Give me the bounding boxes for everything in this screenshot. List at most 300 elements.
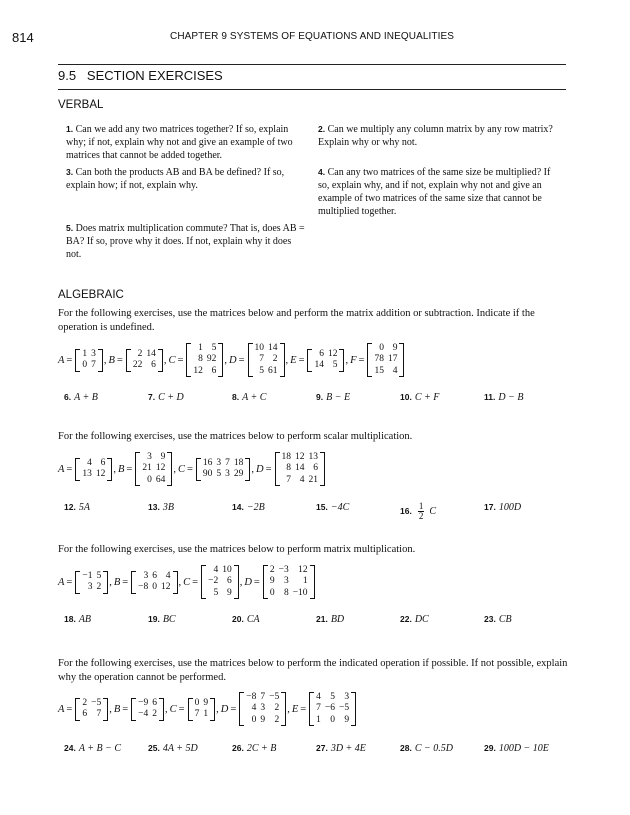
exercise-number: 10. <box>400 392 412 402</box>
exercise-24 <box>64 743 121 754</box>
matrix-cell: 64 <box>155 474 166 485</box>
matrix-cell: 12 <box>298 564 308 575</box>
matrix-cell: 7 <box>96 709 102 719</box>
exercise-number: 28. <box>400 743 412 753</box>
equals-sign: = <box>300 703 307 715</box>
matrix-cell: 6 <box>151 360 156 370</box>
exercise-3 <box>66 166 306 192</box>
exercise-number: 18. <box>64 614 76 624</box>
matrix-cell: 5 <box>259 365 265 376</box>
matrix-cell: 2 <box>269 564 275 575</box>
exercise-number: 24. <box>64 743 76 753</box>
matrix-cell: 2 <box>274 714 280 725</box>
matrix-cell: 7 <box>259 354 265 365</box>
matrix-cell: 12 <box>155 463 166 474</box>
exercise-expression: CB <box>498 614 512 625</box>
matrix-cell: 1 <box>203 709 209 719</box>
matrix-cell: 12 <box>95 469 106 479</box>
matrix-cell: 14 <box>314 360 324 370</box>
matrix-cell: 5 <box>213 587 219 598</box>
matrix-cell: 12 <box>161 582 171 592</box>
matrix-set-4 <box>58 690 357 728</box>
matrix-cell: 0 <box>251 714 257 725</box>
exercise-8 <box>232 392 266 403</box>
matrix <box>186 343 223 378</box>
exercise-number: 17. <box>484 502 496 512</box>
matrix-cell: 4 <box>213 564 219 575</box>
matrix <box>131 571 177 594</box>
exercise-text: Can we add any two matrices together? If so, explain why; if not, explain why not and give an example of two matrices that cannot be added together. <box>66 124 293 161</box>
matrix-cell: 7 <box>316 703 321 714</box>
exercise-expression: B − E <box>326 392 351 403</box>
matrix-cell: 0 <box>379 342 384 353</box>
matrix <box>135 452 172 487</box>
matrix-cell: 12 <box>327 348 338 359</box>
comma: , <box>109 576 112 588</box>
comma: , <box>103 354 107 366</box>
matrix-cell: −3 <box>278 564 289 575</box>
matrix <box>75 571 108 594</box>
exercise-expression: C + D <box>158 392 184 403</box>
matrix-cell: 8 <box>283 587 289 598</box>
algebraic-heading: ALGEBRAIC <box>58 289 124 301</box>
exercise-number: 22. <box>400 614 412 624</box>
matrix-cell: 7 <box>260 691 266 702</box>
matrix <box>201 565 239 600</box>
section-title: 9.5 SECTION EXERCISES <box>58 68 223 83</box>
exercise-number: 21. <box>316 614 328 624</box>
matrix-cell: 29 <box>233 469 244 479</box>
matrix-cell: −1 <box>82 570 93 581</box>
matrix-label: F <box>350 354 357 366</box>
right-bracket <box>245 458 250 481</box>
equals-sign: = <box>253 576 260 588</box>
right-bracket <box>399 343 404 378</box>
exercise-expression: C + F <box>414 392 440 403</box>
matrix-cell: 3 <box>225 469 230 479</box>
matrix-cell: 4 <box>87 457 92 468</box>
matrix-cell: 7 <box>286 474 292 485</box>
exercise-number: 27. <box>316 743 328 753</box>
matrix-cell: 6 <box>313 463 319 474</box>
matrix-cell: −4 <box>138 709 149 719</box>
comma: , <box>287 703 290 715</box>
comma: , <box>285 354 289 366</box>
right-bracket <box>173 571 178 594</box>
matrix-cell: 3 <box>283 576 289 587</box>
matrix-cell: 3 <box>143 570 149 581</box>
exercise-15 <box>316 502 349 513</box>
matrix-cell: 5 <box>216 469 222 479</box>
matrix-cell: 22 <box>132 360 143 370</box>
exercise-29 <box>484 743 549 754</box>
matrix-set-3 <box>58 563 316 601</box>
page-number: 814 <box>12 30 34 45</box>
exercise-text: Can we multiply any column matrix by any row matrix? Explain why or why not. <box>318 124 553 148</box>
matrix-cell: 0 <box>147 474 152 485</box>
exercise-expression: C − 0.5D <box>414 743 453 754</box>
matrix-cell: 5 <box>96 570 102 581</box>
matrix-cell: 12 <box>295 451 305 462</box>
matrix-label: B <box>108 354 115 366</box>
right-bracket <box>158 349 163 372</box>
matrix-label: D <box>229 354 237 366</box>
matrix-cell: −10 <box>292 587 308 598</box>
matrix-cell: 5 <box>332 360 338 370</box>
exercise-4 <box>318 166 558 218</box>
exercise-text: Does matrix multiplication commute? That is, does AB = BA? If so, prove why it does. If not, explain why it does not. <box>66 223 305 260</box>
matrix <box>75 698 108 721</box>
matrix-cell: 10 <box>254 342 265 353</box>
exercise-text: Can both the products AB and BA be defined? If so, explain how; if not, explain why. <box>66 167 285 191</box>
exercise-expression: 2C + B <box>246 743 277 754</box>
exercise-number: 1. <box>66 124 74 134</box>
exercise-expression: BD <box>330 614 345 625</box>
matrix-cell: 14 <box>295 463 305 474</box>
matrix-cell: 3 <box>147 451 152 462</box>
right-bracket <box>351 692 356 727</box>
matrix-cell: −8 <box>246 691 257 702</box>
exercise-25 <box>148 743 198 754</box>
matrix-cell: 2 <box>82 697 88 708</box>
exercise-9 <box>316 392 350 403</box>
exercise-text: Can any two matrices of the same size be multiplied? If so, explain why, and if not, explain why not and give an example of two matrices of the same size that cannot be multiplied together. <box>318 167 551 217</box>
matrix-label: A <box>58 463 65 475</box>
exercise-expression: BC <box>162 614 176 625</box>
equals-sign: = <box>265 463 272 475</box>
matrix-cell: 0 <box>194 697 200 708</box>
equals-sign: = <box>192 576 199 588</box>
exercise-16 <box>400 502 436 521</box>
exercise-expression: 4A + 5D <box>162 743 198 754</box>
matrix-cell: 7 <box>194 709 200 719</box>
exercise-number: 5. <box>66 223 74 233</box>
exercise-number: 12. <box>64 502 76 512</box>
matrix-cell: 9 <box>160 451 166 462</box>
matrix <box>309 692 356 727</box>
instructions-addition: For the following exercises, use the matrices below and perform the matrix addition or subtraction. Indicate if the operation is undefined. <box>58 308 535 333</box>
exercise-21 <box>316 614 344 625</box>
exercise-12 <box>64 502 90 513</box>
equals-sign: = <box>238 354 245 366</box>
matrix-label: A <box>58 576 65 588</box>
matrix-cell: 8 <box>286 463 292 474</box>
matrix-cell: 3 <box>91 348 96 359</box>
matrix-set-1 <box>58 341 405 379</box>
right-bracket <box>339 349 344 372</box>
instructions-multiplication: For the following exercises, use the matrices below to perform matrix multiplication. <box>58 544 416 555</box>
matrix-cell: 9 <box>269 576 275 587</box>
exercise-number: 19. <box>148 614 160 624</box>
matrix-cell: 21 <box>308 474 319 485</box>
matrix <box>239 692 286 727</box>
chapter-prefix: CHAPTER 9 <box>170 31 228 42</box>
exercise-expression: A + B <box>74 392 98 403</box>
equals-sign: = <box>116 354 123 366</box>
matrix-cell: 3 <box>87 582 93 592</box>
matrix-cell: 5 <box>330 691 336 702</box>
comma: , <box>113 463 116 475</box>
exercise-expression: −2B <box>246 502 265 513</box>
matrix-cell: 4 <box>392 365 398 376</box>
matrix-label: C <box>183 576 191 588</box>
matrix-cell: 92 <box>206 354 217 365</box>
exercise-expression: 3D + 4E <box>330 743 366 754</box>
matrix-cell: 2 <box>274 703 280 714</box>
comma: , <box>109 703 112 715</box>
matrix-label: C <box>169 703 177 715</box>
matrix-label: B <box>113 703 121 715</box>
equals-sign: = <box>298 354 305 366</box>
exercise-11 <box>484 392 523 403</box>
matrix-cell: 2 <box>137 348 143 359</box>
exercise-number: 26. <box>232 743 244 753</box>
matrix-cell: 2 <box>152 709 158 719</box>
matrix-cell: 21 <box>142 463 152 474</box>
matrix-cell: 6 <box>226 576 232 587</box>
exercise-28 <box>400 743 453 754</box>
exercise-expression: A + C <box>242 392 267 403</box>
exercise-19 <box>148 614 176 625</box>
right-bracket <box>280 343 285 378</box>
exercise-number: 4. <box>318 167 326 177</box>
right-bracket <box>320 452 325 487</box>
matrix-cell: 3 <box>260 703 266 714</box>
exercise-23 <box>484 614 512 625</box>
exercise-number: 20. <box>232 614 244 624</box>
matrix-cell: 0 <box>269 587 275 598</box>
chapter-title: SYSTEMS OF EQUATIONS AND INEQUALITIES <box>229 31 455 42</box>
matrix-cell: 3 <box>216 457 222 468</box>
chapter-header <box>170 31 454 42</box>
exercise-22 <box>400 614 429 625</box>
exercise-6 <box>64 392 98 403</box>
exercise-number: 13. <box>148 502 160 512</box>
right-bracket <box>103 698 108 721</box>
matrix-cell: 4 <box>316 691 321 702</box>
right-bracket <box>218 343 223 378</box>
exercise-1 <box>66 123 306 162</box>
matrix <box>75 458 112 481</box>
matrix-cell: 16 <box>202 457 213 468</box>
exercise-number: 3. <box>66 167 74 177</box>
matrix-cell: 13 <box>82 469 92 479</box>
matrix-cell: 0 <box>330 714 336 725</box>
exercise-13 <box>148 502 174 513</box>
matrix-cell: −8 <box>138 582 149 592</box>
exercise-expression: 100D − 10E <box>498 743 549 754</box>
equals-sign: = <box>126 463 133 475</box>
exercise-expression: 3B <box>162 502 174 513</box>
right-bracket <box>167 452 172 487</box>
matrix-cell: 1 <box>82 348 88 359</box>
comma: , <box>216 703 219 715</box>
equals-sign: = <box>358 354 365 366</box>
matrix-cell: 7 <box>225 457 230 468</box>
exercise-27 <box>316 743 366 754</box>
right-bracket <box>210 698 215 721</box>
exercise-number: 2. <box>318 124 326 134</box>
exercise-5 <box>66 222 306 261</box>
matrix-cell: 1 <box>302 576 308 587</box>
matrix-cell: 12 <box>193 365 203 376</box>
matrix <box>307 349 344 372</box>
exercise-expression: A + B − C <box>78 743 122 754</box>
matrix-cell: 18 <box>233 457 244 468</box>
exercise-number: 15. <box>316 502 328 512</box>
matrix-cell: 7 <box>91 360 96 370</box>
exercise-17 <box>484 502 521 513</box>
matrix-cell: 5 <box>211 342 217 353</box>
matrix-cell: 10 <box>222 564 232 575</box>
instructions-scalar: For the following exercises, use the matrices below to perform scalar multiplication. <box>58 431 413 442</box>
matrix-label: E <box>291 703 299 715</box>
exercise-number: 11. <box>484 392 496 402</box>
exercise-expression: C <box>429 505 436 517</box>
matrix-cell: 6 <box>100 457 106 468</box>
matrix <box>131 698 164 721</box>
comma: , <box>178 576 182 588</box>
exercise-number: 14. <box>232 502 244 512</box>
matrix-cell: 2 <box>272 354 278 365</box>
matrix-cell: −2 <box>208 576 219 587</box>
equals-sign: = <box>230 703 237 715</box>
matrix-cell: 4 <box>251 703 257 714</box>
matrix <box>263 565 315 600</box>
comma: , <box>251 463 254 475</box>
exercise-expression: D − B <box>498 392 524 403</box>
matrix-cell: −5 <box>269 691 280 702</box>
matrix-cell: 9 <box>344 714 350 725</box>
exercise-expression: 100D <box>498 502 522 513</box>
comma: , <box>345 354 349 366</box>
matrix-cell: 8 <box>198 354 203 365</box>
matrix-label: D <box>220 703 229 715</box>
equals-sign: = <box>122 576 129 588</box>
matrix-set-2 <box>58 450 326 488</box>
equals-sign: = <box>122 703 129 715</box>
matrix <box>275 452 326 487</box>
matrix <box>188 698 216 721</box>
exercise-number: 23. <box>484 614 496 624</box>
matrix-label: D <box>256 463 264 475</box>
exercise-number: 25. <box>148 743 160 753</box>
matrix-cell: 6 <box>152 570 158 581</box>
exercise-number: 29. <box>484 743 496 753</box>
exercise-18 <box>64 614 91 625</box>
matrix <box>248 343 285 378</box>
matrix-cell: 4 <box>165 570 171 581</box>
equals-sign: = <box>177 354 184 366</box>
right-bracket <box>281 692 286 727</box>
comma: , <box>165 703 168 715</box>
verbal-heading: VERBAL <box>58 99 104 111</box>
matrix-label: A <box>58 354 65 366</box>
right-bracket <box>159 698 164 721</box>
matrix-cell: 1 <box>316 714 321 725</box>
matrix <box>126 349 163 372</box>
exercise-expression: 5A <box>78 502 90 513</box>
matrix-cell: −6 <box>324 703 336 714</box>
matrix <box>75 349 103 372</box>
exercise-expression: CA <box>246 614 260 625</box>
exercise-10 <box>400 392 439 403</box>
exercise-number: 6. <box>64 392 72 402</box>
matrix-cell: 0 <box>152 582 158 592</box>
fraction-numerator: 1 <box>418 501 424 511</box>
matrix-cell: −9 <box>138 697 149 708</box>
matrix-cell: 9 <box>226 587 232 598</box>
equals-sign: = <box>66 576 73 588</box>
matrix-cell: 9 <box>260 714 266 725</box>
exercise-20 <box>232 614 260 625</box>
right-bracket <box>98 349 103 372</box>
matrix-cell: 3 <box>344 691 350 702</box>
exercise-number: 8. <box>232 392 240 402</box>
matrix-cell: 9 <box>203 697 209 708</box>
matrix-cell: 2 <box>96 582 102 592</box>
exercise-2 <box>318 123 558 149</box>
matrix-label: E <box>290 354 297 366</box>
matrix-label: D <box>244 576 252 588</box>
matrix-cell: 61 <box>268 365 278 376</box>
exercise-26 <box>232 743 276 754</box>
equals-sign: = <box>186 463 193 475</box>
equals-sign: = <box>66 703 73 715</box>
matrix-cell: 15 <box>374 365 384 376</box>
right-bracket <box>107 458 112 481</box>
right-bracket <box>234 565 239 600</box>
exercise-number: 9. <box>316 392 324 402</box>
matrix-cell: 6 <box>211 365 217 376</box>
matrix-label: A <box>58 703 65 715</box>
fraction-denominator: 2 <box>418 511 424 521</box>
matrix-cell: 90 <box>202 469 213 479</box>
matrix-cell: 14 <box>268 342 278 353</box>
equals-sign: = <box>66 463 73 475</box>
matrix-cell: 6 <box>82 709 88 719</box>
matrix-cell: 78 <box>374 354 384 365</box>
exercise-expression: −4C <box>330 502 350 513</box>
matrix-cell: −5 <box>91 697 102 708</box>
right-bracket <box>310 565 315 600</box>
matrix-cell: 1 <box>198 342 203 353</box>
exercise-number: 7. <box>148 392 156 402</box>
matrix-label: C <box>177 463 185 475</box>
instructions-operations: For the following exercises, use the matrices below to perform the indicated operation if possible. If not possible, explain why the operation cannot be performed. <box>58 658 568 683</box>
matrix-cell: 4 <box>299 474 305 485</box>
matrix-label: C <box>168 354 176 366</box>
comma: , <box>173 463 176 475</box>
comma: , <box>239 576 243 588</box>
comma: , <box>163 354 167 366</box>
comma: , <box>224 354 227 366</box>
fraction <box>418 502 425 521</box>
equals-sign: = <box>66 354 73 366</box>
matrix-cell: 6 <box>319 348 324 359</box>
right-bracket <box>103 571 108 594</box>
matrix <box>367 343 404 378</box>
matrix-cell: 6 <box>152 697 158 708</box>
matrix-cell: 0 <box>82 360 88 370</box>
matrix-cell: 18 <box>281 451 292 462</box>
matrix-label: B <box>117 463 125 475</box>
exercise-expression: AB <box>78 614 92 625</box>
exercise-number: 16. <box>400 505 412 516</box>
matrix <box>196 458 251 481</box>
matrix-label: B <box>113 576 121 588</box>
matrix-cell: 13 <box>308 451 319 462</box>
